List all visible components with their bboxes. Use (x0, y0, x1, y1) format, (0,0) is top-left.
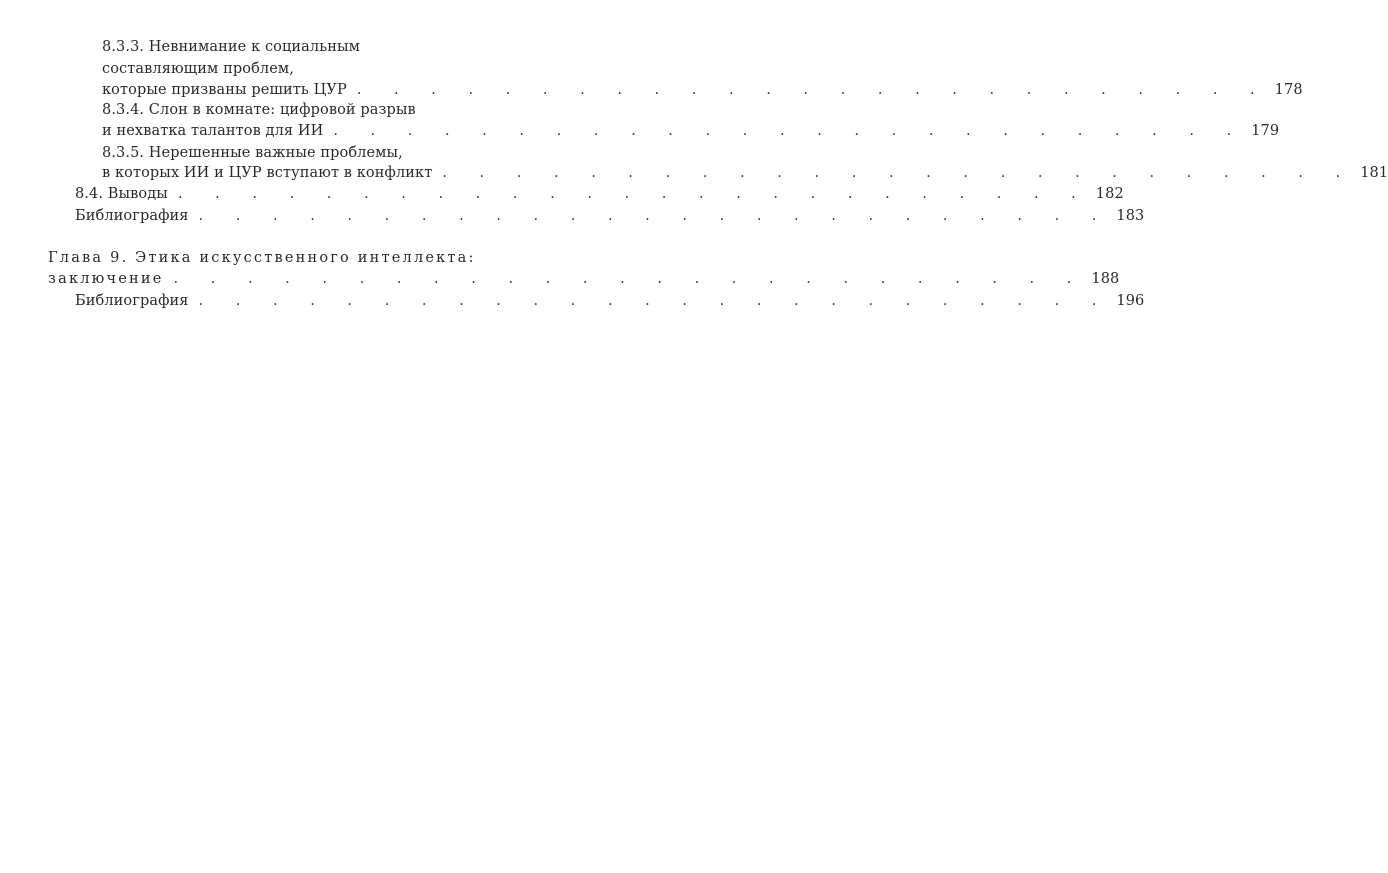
dot-leader: . . . . . . . . . . . . . . . . . . . . . . . . . (177, 186, 1090, 202)
toc-entry-8-3-5[interactable] (102, 162, 1388, 184)
toc-entry-bibliography-ch9[interactable] (75, 290, 1145, 312)
toc-entry-bibliography-title: Библиография (75, 208, 189, 224)
dot-leader: . . . . . . . . . . . . . . . . . . . . . . . . . (198, 293, 1111, 309)
toc-chapter-9[interactable] (48, 268, 1120, 290)
page-number: 188 (1091, 271, 1120, 287)
dot-leader: . . . . . . . . . . . . . . . . . . . . . . . . . (198, 208, 1111, 224)
page-number: 183 (1116, 208, 1145, 224)
page-number: 179 (1251, 123, 1280, 139)
toc-entry-8-4-title: 8.4. Выводы (75, 186, 168, 202)
toc-entry-8-4[interactable] (75, 183, 1124, 205)
page-number: 182 (1095, 186, 1124, 202)
page-number: 196 (1116, 293, 1145, 309)
toc-entry-8-3-4[interactable] (102, 120, 1280, 142)
toc-entry-8-3-5-line1: 8.3.5. Нерешенные важные проблемы, (102, 145, 403, 161)
toc-entry-bibliography-ch8[interactable] (75, 205, 1145, 227)
dot-leader: . . . . . . . . . . . . . . . . . . . . . . . . . (442, 165, 1355, 181)
toc-chapter-9-line2: заключение (48, 271, 164, 287)
toc-entry-8-3-5-line2: в которых ИИ и ЦУР вступают в конфликт (102, 165, 433, 181)
dot-leader: . . . . . . . . . . . . . . . . . . . . . . . . . (356, 82, 1269, 98)
page-number: 178 (1274, 82, 1303, 98)
dot-leader: . . . . . . . . . . . . . . . . . . . . . . . . . (333, 123, 1246, 139)
toc-entry-8-3-3-line3: которые призваны решить ЦУР (102, 82, 347, 98)
toc-entry-8-3-4-line2: и нехватка талантов для ИИ (102, 123, 324, 139)
page-number: 181 (1360, 165, 1388, 181)
toc-entry-8-3-3-line2: составляющим проблем, (102, 61, 295, 77)
toc-chapter-9-line1: Глава 9. Этика искусственного интеллекта: (48, 250, 476, 266)
toc-entry-8-3-3[interactable] (102, 79, 1303, 101)
toc-entry-bibliography-title: Библиография (75, 293, 189, 309)
dot-leader: . . . . . . . . . . . . . . . . . . . . . . . . . (173, 271, 1086, 287)
toc-entry-8-3-4-line1: 8.3.4. Слон в комнате: цифровой разрыв (102, 102, 416, 118)
toc-entry-8-3-3-line1: 8.3.3. Невнимание к социальным (102, 39, 361, 55)
